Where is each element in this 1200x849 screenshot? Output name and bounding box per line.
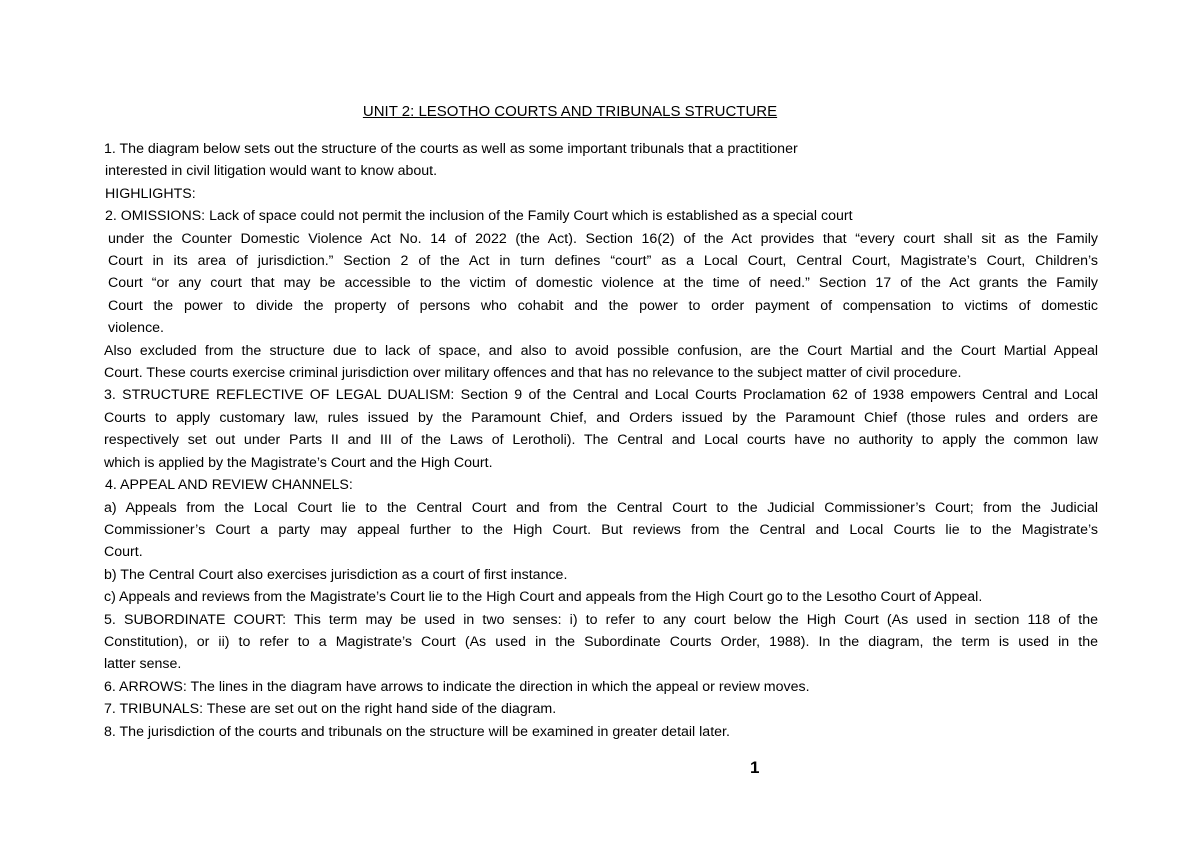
paragraph-line: 2. OMISSIONS: Lack of space could not permit the inclusion of the Family Court which is established as a special court: [105, 208, 853, 225]
paragraph-line: Court the power to divide the property of persons who cohabit and the power to order payment of compensation to victims of domestic: [108, 297, 1098, 314]
paragraph-line: interested in civil litigation would want to know about.: [105, 163, 438, 180]
paragraph-line: violence.: [108, 320, 164, 337]
document-body: [104, 138, 1098, 743]
paragraph-line: Also excluded from the structure due to lack of space, and also to avoid possible confusion, are the Court Martial and the Court Martial Appeal: [104, 342, 1098, 359]
paragraph-line: Court.: [104, 544, 143, 561]
paragraph-line: which is applied by the Magistrate’s Court and the High Court.: [104, 454, 493, 471]
paragraph-line: 4. APPEAL AND REVIEW CHANNELS:: [105, 477, 353, 494]
page-number: 1: [750, 758, 760, 777]
paragraph-line: 8. The jurisdiction of the courts and tribunals on the structure will be examined in greater detail later.: [104, 723, 730, 740]
paragraph-line: c) Appeals and reviews from the Magistrate’s Court lie to the High Court and appeals from the High Court go to the Lesotho Court of Appeal.: [104, 589, 983, 606]
paragraph-line: Court “or any court that may be accessible to the victim of domestic violence at the time of need.” Section 17 of the Act grants the Family: [108, 275, 1098, 292]
paragraph-line: 1. The diagram below sets out the structure of the courts as well as some important tribunals that a practitioner: [104, 141, 798, 157]
document-title: UNIT 2: LESOTHO COURTS AND TRIBUNALS STRUCTURE: [362, 103, 778, 120]
paragraph-line: b) The Central Court also exercises jurisdiction as a court of first instance.: [104, 566, 568, 583]
paragraph-line: a) Appeals from the Local Court lie to the Central Court and from the Central Court to the Judicial Commissioner’s Court; from the Judicial: [104, 499, 1098, 516]
paragraph-line: under the Counter Domestic Violence Act No. 14 of 2022 (the Act). Section 16(2) of the Act provides that “every court shall sit as the Family: [108, 230, 1098, 247]
paragraph-line: 6. ARROWS: The lines in the diagram have arrows to indicate the direction in which the appeal or review moves.: [104, 678, 810, 695]
paragraph-line: 7. TRIBUNALS: These are set out on the right hand side of the diagram.: [104, 701, 557, 718]
paragraph-line: Court in its area of jurisdiction.” Section 2 of the Act in turn defines “court” as a Local Court, Central Court, Magistrate’s Court, Children’s: [108, 253, 1098, 270]
paragraph-line: 3. STRUCTURE REFLECTIVE OF LEGAL DUALISM: Section 9 of the Central and Local Courts Proclamation 62 of 1938 empowers Central and Local: [104, 387, 1098, 404]
paragraph-line: latter sense.: [104, 656, 182, 673]
paragraph-line: 5. SUBORDINATE COURT: This term may be used in two senses: i) to refer to any court below the High Court (As used in section 118 of the: [104, 611, 1098, 628]
paragraph-line: Commissioner’s Court a party may appeal further to the High Court. But reviews from the Central and Local Courts lie to the Magistrate’s: [104, 521, 1098, 538]
paragraph-line: Constitution), or ii) to refer to a Magistrate’s Court (As used in the Subordinate Courts Order, 1988). In the diagram, the term is used in the: [104, 633, 1098, 650]
paragraph-line: respectively set out under Parts II and III of the Laws of Lerotholi). The Central and Local courts have no authority to apply the common law: [104, 432, 1098, 449]
paragraph-line: Court. These courts exercise criminal jurisdiction over military offences and that has no relevance to the subject matter of civil procedure.: [104, 365, 962, 382]
paragraph-line: HIGHLIGHTS:: [105, 185, 196, 202]
paragraph-line: Courts to apply customary law, rules issued by the Paramount Chief, and Orders issued by the Paramount Chief (those rules and orders are: [104, 409, 1098, 426]
